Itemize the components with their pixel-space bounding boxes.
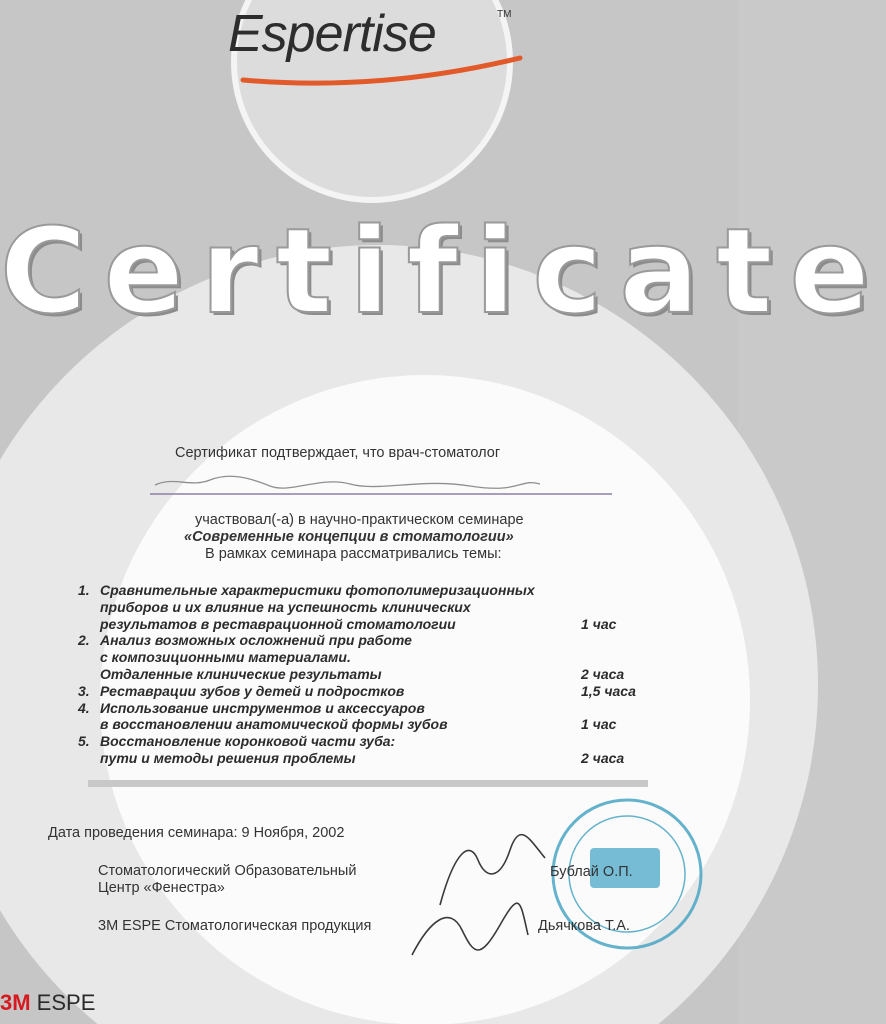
topic-hours: 2 часа [581, 665, 625, 682]
topic-line: Анализ возможных осложнений при работе [100, 632, 412, 649]
trademark-mark: TM [497, 9, 512, 20]
3m-logo-text: 3M [0, 990, 31, 1015]
topics-intro: В рамках семинара рассматривались темы: [205, 546, 502, 562]
signatory-name-2: Дьячкова Т.А. [538, 918, 630, 934]
organization-1-line-2: Центр «Фенестра» [98, 880, 225, 896]
topic-number: 5. [78, 733, 90, 750]
topic-number: 2. [78, 632, 90, 649]
topic-line: с композиционными материалами. [100, 649, 351, 666]
3m-espe-logo [0, 990, 95, 1016]
topic-number: 3. [78, 682, 90, 699]
topic-line-text: пути и методы решения проблемы [100, 749, 356, 766]
topic-line-text: результатов в реставрационной стоматологии [100, 615, 456, 632]
topic-item [78, 683, 658, 700]
topic-hours: 2 часа [581, 749, 625, 766]
topic-line: Восстановление коронковой части зуба: [100, 733, 396, 750]
participated-text: участвовал(-а) в научно-практическом семинаре [195, 512, 524, 528]
topic-line: приборов и их влияние на успешность клинических [100, 598, 471, 615]
topic-number: 4. [78, 699, 90, 716]
certificate-heading: Certificate [0, 202, 886, 340]
topic-line [78, 616, 658, 633]
signatory-name-1: Бублай О.П. [550, 864, 633, 880]
espertise-logo: Espertise [228, 5, 436, 63]
topic-line: Сравнительные характеристики фотополимеризационных [100, 582, 535, 598]
seminar-date: Дата проведения семинара: 9 Ноября, 2002 [48, 825, 345, 841]
topic-number: 1. [78, 582, 90, 598]
seminar-title: «Современные концепции в стоматологии» [184, 529, 514, 545]
topic-item [78, 700, 658, 734]
topic-line [78, 683, 658, 700]
topic-item [78, 733, 658, 767]
organization-1-line-1: Стоматологический Образовательный [98, 863, 357, 879]
topics-separator [88, 780, 648, 787]
topic-line: Использование инструментов и аксессуаров [100, 699, 425, 716]
topic-line [78, 716, 658, 733]
organization-2: 3М ESPE Стоматологическая продукция [98, 918, 372, 934]
topic-line [78, 750, 658, 767]
topic-hours: 1 час [581, 716, 617, 733]
topics-list [78, 582, 658, 767]
topic-hours: 1,5 часа [581, 682, 636, 699]
topic-hours: 1 час [581, 615, 617, 632]
topic-item [78, 582, 658, 632]
topic-line-text: в восстановлении анатомической формы зубов [100, 716, 448, 733]
topic-item [78, 632, 658, 682]
topic-line-text: Отдаленные клинические результаты [100, 665, 382, 682]
intro-text: Сертификат подтверждает, что врач-стоматолог [175, 445, 501, 461]
espe-logo-text: ESPE [30, 990, 96, 1015]
topic-line-text: Реставрации зубов у детей и подростков [100, 682, 405, 699]
topic-line [78, 666, 658, 683]
